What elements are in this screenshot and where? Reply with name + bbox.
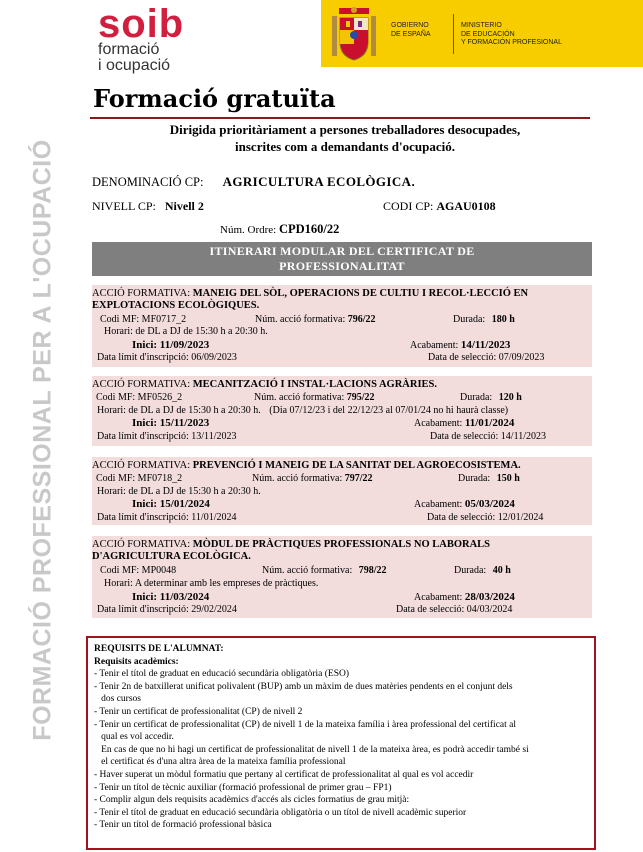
gov-text-right [461,22,562,48]
module-title-line-1: MÒDUL DE PRÀCTIQUES PROFESSIONALS NO LABORALS [192,539,491,550]
module-label: ACCIÓ FORMATIVA: [92,539,191,550]
subtitle [95,121,595,155]
module-acabament [414,591,515,603]
nivell-label: NIVELL CP: [92,199,156,213]
module-durada-label: Durada: [453,314,486,325]
module-acabament-value: 05/03/2024 [464,498,515,510]
government-banner [321,0,643,67]
requisits-title: REQUISITS DE L'ALUMNAT: [94,644,224,654]
gov-line-5: Y FORMACIÓN PROFESIONAL [461,39,562,46]
sidebar-vertical-text: FORMACIÓ PROFESSIONAL PER A L'OCUPACIÓ [28,139,57,741]
module-durada [458,473,520,484]
module-acabament-value: 11/01/2024 [464,417,515,429]
module-durada-label: Durada: [454,565,487,576]
module-card [92,536,592,618]
module-acabament-label: Acabament: [414,499,463,510]
gov-line-3: MINISTERIO [461,22,502,29]
module-inici: Inici: 11/03/2024 [132,591,210,603]
requisit-item: - Tenir 2n de batxillerat unificat polivalent (BUP) amb un màxim de dues matèries pendents en el conjunt dels [94,681,513,692]
module-horari-note: (Dia 07/12/23 i del 22/12/23 al 07/01/24 no hi haurà classe) [269,405,509,416]
requisit-item: - Complir algun dels requisits acadèmics d'accés als cicles formatius de grau mitjà: [94,795,410,806]
module-codi: Codi MF: MF0526_2 [96,392,183,403]
module-codi: Codi MF: MF0717_2 [100,314,187,325]
module-durada-value: 120 h [498,392,522,403]
module-num [262,565,387,576]
subtitle-line-2: inscrites com a demandants d'ocupació. [235,139,455,154]
module-title [92,378,437,391]
requisit-item: - Tenir el títol de graduat en educació secundària obligatòria o un títol de nivell acadèmic superior [94,807,467,818]
module-durada [453,314,515,325]
requisit-item: dos cursos [94,694,141,705]
module-horari-row [97,405,508,416]
module-durada [460,392,522,403]
module-num-value: 798/22 [358,565,387,576]
subtitle-line-1: Dirigida prioritàriament a persones treballadores desocupades, [169,122,521,137]
module-seleccio: Data de selecció: 14/11/2023 [430,431,546,442]
module-durada-value: 40 h [492,565,511,576]
codi-value: AGAU0108 [436,199,496,213]
module-horari: Horari: A determinar amb les empreses de pràctiques. [104,578,319,589]
module-title-line-1: MANEIG DEL SÒL, OPERACIONS DE CULTIU I RECOL·LECCIÓ EN [192,288,529,299]
module-num-label: Núm. acció formativa: [254,392,345,403]
soib-logo-line2: i ocupació [98,57,171,74]
requisit-item: - Tenir un títol de formació professional bàsica [94,820,272,831]
module-seleccio: Data de selecció: 07/09/2023 [428,352,545,363]
module-codi: Codi MF: MF0718_2 [96,473,183,484]
module-num-label: Núm. acció formativa: [255,314,346,325]
module-seleccio: Data de selecció: 12/01/2024 [427,512,544,523]
requisit-item: - Haver superat un mòdul formatiu que pertany al certificat de professionalitat al qual es vol accedir [94,769,474,780]
requisit-item: - Tenir un títol de tècnic auxiliar (formació professional de primer grau – FP1) [94,782,392,793]
soib-logo-line1: formació [98,41,160,58]
module-num [252,473,373,484]
requisit-item: - Tenir el títol de graduat en educació secundària obligatòria (ESO) [94,669,350,680]
module-label: ACCIÓ FORMATIVA: [92,460,191,471]
module-card [92,457,592,525]
module-num [254,392,375,403]
requisit-item: qual es vol accedir. [94,732,174,743]
nivell-field [92,199,204,214]
module-durada-value: 150 h [496,473,520,484]
module-inici: Inici: 15/01/2024 [132,498,210,510]
module-label: ACCIÓ FORMATIVA: [92,288,191,299]
module-acabament [414,498,515,510]
module-title [92,459,521,472]
codi-label: CODI CP: [383,199,434,213]
module-card [92,376,592,446]
gov-text-left [391,22,431,39]
module-num-value: 796/22 [347,314,376,325]
module-acabament-label: Acabament: [414,592,463,603]
module-label: ACCIÓ FORMATIVA: [92,379,191,390]
module-title-line-2: EXPLOTACIONS ECOLÒGIQUES. [92,300,260,311]
sidebar [0,0,86,852]
module-acabament-value: 28/03/2024 [464,591,515,603]
codi-field [383,199,496,214]
module-limit: Data límit d'inscripció: 29/02/2024 [97,604,237,615]
page-title: Formació gratuïta [93,84,336,113]
module-inici: Inici: 15/11/2023 [132,417,210,429]
module-durada [454,565,511,576]
module-durada-label: Durada: [458,473,491,484]
requisits-list [94,668,588,832]
requisit-item: - Tenir un certificat de professionalitat (CP) de nivell 2 [94,706,303,717]
denominacio-value: AGRICULTURA ECOLÒGICA. [222,174,416,189]
module-title-line-1: MECANITZACIÓ I INSTAL·LACIONS AGRÀRIES. [192,379,438,390]
module-codi: Codi MF: MP0048 [100,565,177,576]
nivell-value: Nivell 2 [164,199,204,213]
module-limit: Data límit d'inscripció: 13/11/2023 [97,431,237,442]
module-inici: Inici: 11/09/2023 [132,339,210,351]
module-acabament-label: Acabament: [410,340,459,351]
itinerari-line-2: PROFESSIONALITAT [279,259,405,273]
module-acabament [414,417,514,429]
requisits-subtitle: Requisits acadèmics: [94,656,179,667]
module-horari: Horari: de DL a DJ de 15:30 h a 20:30 h. [97,486,261,497]
module-acabament-label: Acabament: [414,418,463,429]
ordre-field [220,222,339,237]
module-acabament [410,339,510,351]
module-title-line-2: D'AGRICULTURA ECOLÒGICA. [92,551,251,562]
soib-logo [98,2,185,74]
module-durada-label: Durada: [460,392,493,403]
coat-of-arms-icon [331,6,377,62]
module-title-line-1: PREVENCIÓ I MANEIG DE LA SANITAT DEL AGROECOSISTEMA. [192,460,521,471]
module-num-label: Núm. acció formativa: [252,473,343,484]
gov-line-2: DE ESPAÑA [391,30,431,38]
module-num-value: 795/22 [346,392,375,403]
module-limit: Data límit d'inscripció: 11/01/2024 [97,512,237,523]
ordre-label: Núm. Ordre: [220,224,277,236]
gov-line-1: GOBIERNO [391,22,429,29]
module-acabament-value: 14/11/2023 [460,339,511,351]
title-rule [90,117,590,119]
module-limit: Data límit d'inscripció: 06/09/2023 [97,352,237,363]
module-durada-value: 180 h [491,314,515,325]
module-horari: Horari: de DL a DJ de 15:30 h a 20:30 h. [97,405,261,416]
gov-line-4: DE EDUCACIÓN [461,30,515,38]
module-horari: Horari: de DL a DJ de 15:30 h a 20:30 h. [104,326,268,337]
gov-separator [453,14,454,54]
itinerari-line-1: ITINERARI MODULAR DEL CERTIFICAT DE [209,244,475,258]
soib-logo-word: soib [98,2,185,46]
denominacio-label: DENOMINACIÓ CP: [92,175,204,189]
requisit-item: el certificat és d'una altra àrea de la mateixa família professional [94,757,346,768]
itinerari-banner [92,242,592,276]
module-seleccio: Data de selecció: 04/03/2024 [396,604,513,615]
requisit-item: En cas de que no hi hagi un certificat de professionalitat de nivell 1 de la mateixa àrea, es podrà accedir també si [94,744,529,755]
module-num-label: Núm. acció formativa: [262,565,353,576]
module-card [92,285,592,367]
module-num-value: 797/22 [344,473,373,484]
denominacio-field [92,174,415,190]
requisits-box [86,636,596,850]
module-num [255,314,376,325]
ordre-value: CPD160/22 [278,222,340,236]
requisit-item: - Tenir un certificat de professionalitat (CP) de nivell 1 de la mateixa família i àrea professional del certificat al [94,719,517,730]
